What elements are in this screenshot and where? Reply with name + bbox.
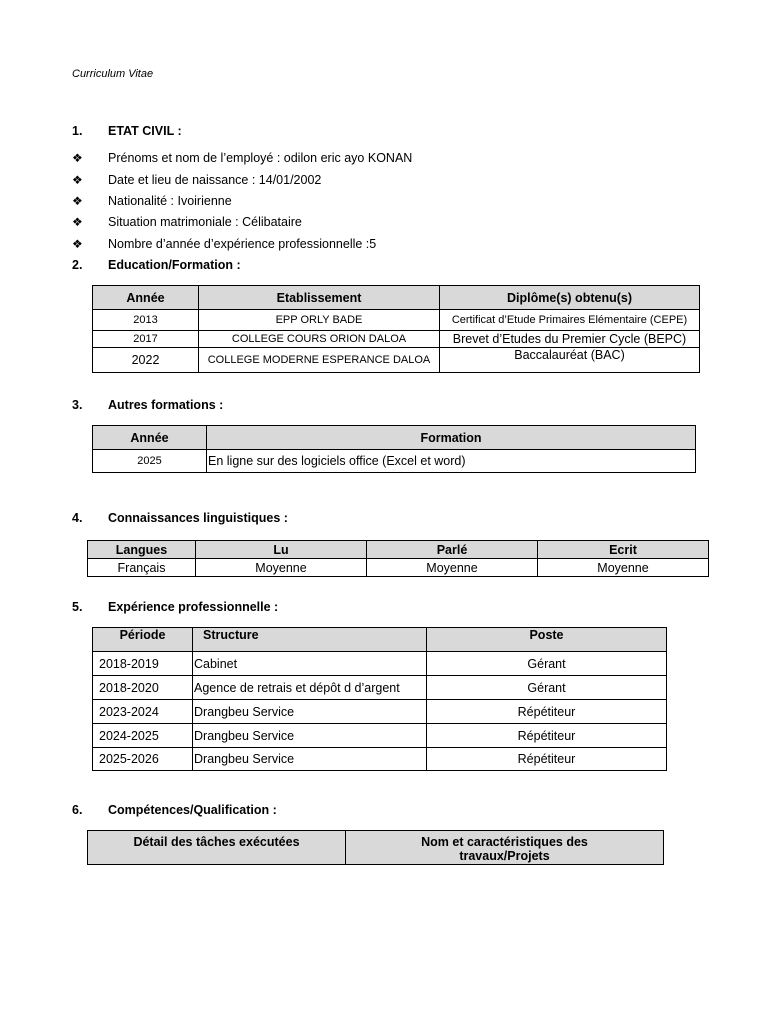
column-header: Année	[93, 426, 207, 450]
section-3-number: 3.	[72, 398, 83, 412]
table-row	[93, 724, 667, 748]
diamond-bullet-icon: ❖	[72, 173, 83, 187]
diamond-bullet-icon: ❖	[72, 194, 83, 208]
table-cell: 2025-2026	[93, 748, 193, 771]
section-5-number: 5.	[72, 600, 83, 614]
table-cell: Moyenne	[367, 559, 538, 577]
bullet-text: Nombre d’année d’expérience professionnelle :5	[108, 237, 377, 251]
bullet-item	[72, 148, 412, 168]
column-header: Détail des tâches exécutées	[88, 831, 346, 865]
table-cell: 2018-2019	[93, 652, 193, 676]
table-cell: Baccalauréat (BAC)	[440, 348, 700, 373]
langues-table	[87, 540, 709, 577]
section-3-title: Autres formations :	[108, 398, 224, 412]
table-row	[93, 748, 667, 771]
table-cell: COLLEGE COURS ORION DALOA	[199, 331, 440, 348]
table-cell: Répétiteur	[427, 700, 667, 724]
table-cell: 2013	[93, 310, 199, 331]
table-row	[93, 652, 667, 676]
table-cell: 2022	[93, 348, 199, 373]
table-cell: Gérant	[427, 652, 667, 676]
competences-table	[87, 830, 664, 865]
column-header: Lu	[196, 541, 367, 559]
column-header: Structure	[193, 628, 427, 652]
table-cell: Français	[88, 559, 196, 577]
table-row	[93, 348, 700, 373]
table-cell: Répétiteur	[427, 724, 667, 748]
table-header-row	[93, 628, 667, 652]
table-cell: 2023-2024	[93, 700, 193, 724]
table-cell: Moyenne	[538, 559, 709, 577]
table-row	[93, 331, 700, 348]
section-4-number: 4.	[72, 511, 83, 525]
column-header: Nom et caractéristiques des travaux/Projets	[346, 831, 664, 865]
table-cell: COLLEGE MODERNE ESPERANCE DALOA	[199, 348, 440, 373]
section-2-title: Education/Formation :	[108, 258, 241, 272]
section-5-title: Expérience professionnelle :	[108, 600, 279, 614]
table-header-row	[88, 541, 709, 559]
table-cell: 2017	[93, 331, 199, 348]
column-header: Parlé	[367, 541, 538, 559]
table-row	[88, 559, 709, 577]
column-header: Etablissement	[199, 286, 440, 310]
column-header: Période	[93, 628, 193, 652]
autres-formations-table	[92, 425, 696, 473]
table-row	[93, 450, 696, 473]
bullet-text: Nationalité : Ivoirienne	[108, 194, 232, 208]
diamond-bullet-icon: ❖	[72, 215, 83, 229]
section-6-title: Compétences/Qualification :	[108, 803, 277, 817]
table-cell: Drangbeu Service	[193, 700, 427, 724]
education-table	[92, 285, 700, 373]
table-row	[93, 676, 667, 700]
bullet-item	[72, 234, 376, 254]
table-header-row	[93, 426, 696, 450]
table-header-row	[88, 831, 664, 865]
table-cell: Brevet d’Etudes du Premier Cycle (BEPC)	[440, 331, 700, 348]
column-header: Formation	[207, 426, 696, 450]
experience-table	[92, 627, 667, 771]
document-title: Curriculum Vitae	[72, 68, 154, 80]
table-cell: Drangbeu Service	[193, 724, 427, 748]
diamond-bullet-icon: ❖	[72, 237, 83, 251]
table-cell: 2025	[93, 450, 207, 473]
bullet-text: Date et lieu de naissance : 14/01/2002	[108, 173, 322, 187]
column-header: Année	[93, 286, 199, 310]
table-cell: Moyenne	[196, 559, 367, 577]
table-cell: Drangbeu Service	[193, 748, 427, 771]
table-cell: Gérant	[427, 676, 667, 700]
diamond-bullet-icon: ❖	[72, 151, 83, 165]
table-header-row	[93, 286, 700, 310]
section-6-number: 6.	[72, 803, 83, 817]
column-header: Ecrit	[538, 541, 709, 559]
table-cell: EPP ORLY BADE	[199, 310, 440, 331]
bullet-item	[72, 191, 232, 211]
bullet-item	[72, 170, 321, 190]
section-1-title: ETAT CIVIL :	[108, 124, 182, 138]
column-header: Poste	[427, 628, 667, 652]
section-4-title: Connaissances linguistiques :	[108, 511, 288, 525]
table-row	[93, 700, 667, 724]
section-1-number: 1.	[72, 124, 83, 138]
table-cell: Certificat d’Etude Primaires Elémentaire (CEPE)	[440, 310, 700, 331]
table-cell: Répétiteur	[427, 748, 667, 771]
table-row	[93, 310, 700, 331]
bullet-item	[72, 212, 302, 232]
table-cell: 2018-2020	[93, 676, 193, 700]
column-header: Diplôme(s) obtenu(s)	[440, 286, 700, 310]
section-2-number: 2.	[72, 258, 83, 272]
bullet-text: Prénoms et nom de l’employé : odilon eric ayo KONAN	[108, 151, 413, 165]
bullet-text: Situation matrimoniale : Célibataire	[108, 215, 302, 229]
table-cell: En ligne sur des logiciels office (Excel et word)	[207, 450, 696, 473]
column-header: Langues	[88, 541, 196, 559]
table-cell: Cabinet	[193, 652, 427, 676]
table-cell: 2024-2025	[93, 724, 193, 748]
table-cell: Agence de retrais et dépôt d d’argent	[193, 676, 427, 700]
